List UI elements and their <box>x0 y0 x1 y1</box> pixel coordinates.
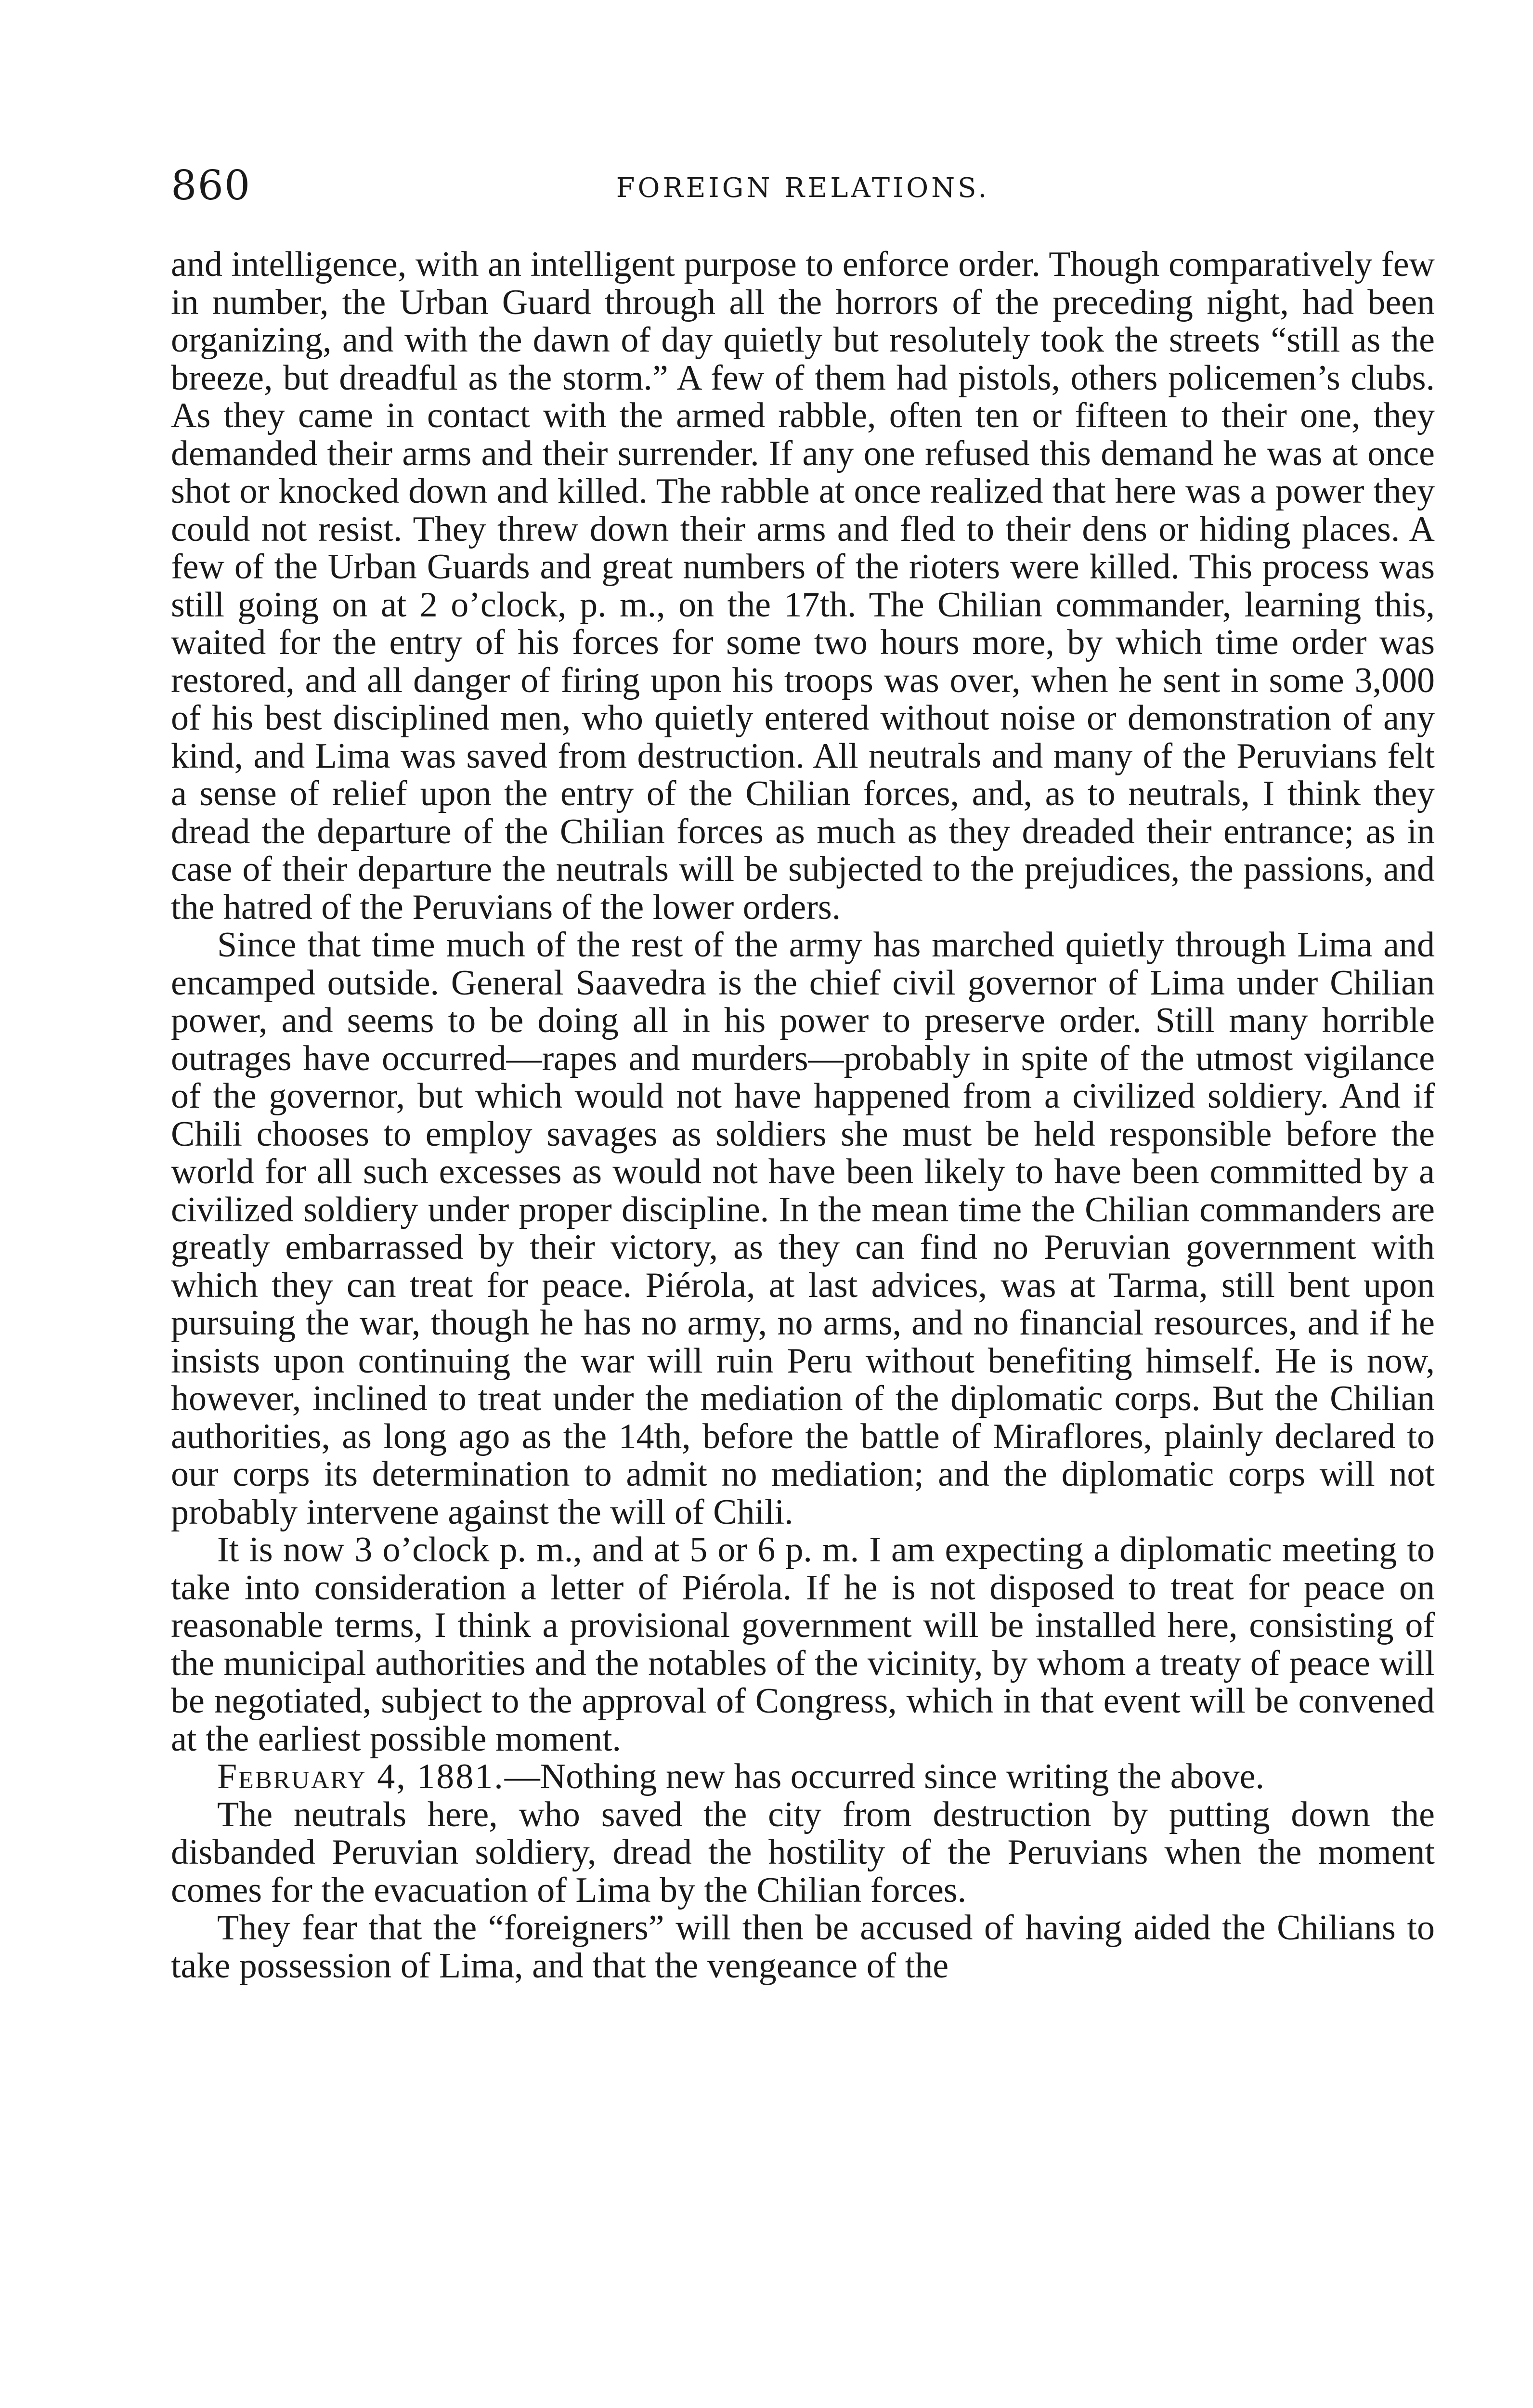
page-number: 860 <box>171 162 251 209</box>
paragraph-foreigners: They fear that the “foreigners” will then be accused of having aided the Chilians to take possession of Lima, and that the vengeance of the <box>171 1908 1435 1986</box>
paragraph-diplomatic-meeting: It is now 3 o’clock p. m., and at 5 or 6 p. m. I am expecting a diplomatic meeting to take into consideration a letter of Piérola. If he is not disposed to treat for peace on reasonable terms, I think a provisional government will be installed here, consisting of the municipal authorities and the notables of the vicinity, by whom a treaty of peace will be negotiated, subject to the approval of Congress, which in that event will be convened at the earliest possible moment. <box>171 1530 1435 1759</box>
paragraph-february-4 <box>171 1758 1435 1796</box>
paragraph-continued: and intelligence, with an intelligent purpose to enforce order. Though comparatively few in number, the Urban Guard through all the horrors of the preceding night, had been organizing, and with the dawn of day quietly but resolutely took the streets “still as the breeze, but dreadful as the storm.” A few of them had pistols, others policemen’s clubs. As they came in contact with the armed rabble, often ten or fifteen to their one, they demanded their arms and their surrender. If any one refused this demand he was at once shot or knocked down and killed. The rabble at once realized that here was a power they could not resist. They threw down their arms and fled to their dens or hiding places. A few of the Urban Guards and great numbers of the rioters were killed. This process was still going on at 2 o’clock, p. m., on the 17th. The Chilian commander, learning this, waited for the entry of his forces for some two hours more, by which time order was restored, and all danger of firing upon his troops was over, when he sent in some 3,000 of his best disciplined men, who quietly entered without noise or demonstration of any kind, and Lima was saved from destruction. All neutrals and many of the Peruvians felt a sense of relief upon the entry of the Chilian forces, and, as to neutrals, I think they dread the departure of the Chilian forces as much as they dreaded their entrance; as in case of their departure the neutrals will be subjected to the prejudices, the passions, and the hatred of the Peruvians of the lower orders. <box>171 245 1435 927</box>
paragraph-neutrals: The neutrals here, who saved the city from destruction by putting down the disbanded Peruvian soldiery, dread the hostility of the Peruvians when the moment comes for the evacuation of Lima by the Chilian forces. <box>171 1794 1435 1910</box>
paragraph-saavedra: Since that time much of the rest of the army has marched quietly through Lima and encamped outside. General Saavedra is the chief civil governor of Lima under Chilian power, and seems to be doing all in his power to preserve order. Still many horrible outrages have occurred—rapes and murders—probably in spite of the utmost vigilance of the governor, but which would not have happened from a civilized soldiery. And if Chili chooses to employ savages as soldiers she must be held responsible before the world for all such excesses as would not have been likely to have been committed by a civilized soldiery under proper discipline. In the mean time the Chilian commanders are greatly embarrassed by their victory, as they can find no Peruvian government with which they can treat for peace. Piérola, at last advices, was at Tarma, still bent upon pursuing the war, though he has no army, no arms, and no financial resources, and if he insists upon continuing the war will ruin Peru without benefiting himself. He is now, however, inclined to treat under the mediation of the diplomatic corps. But the Chilian authorities, as long ago as the 14th, before the battle of Miraflores, plainly declared to our corps its determination to admit no mediation; and the diplomatic corps will not probably intervene against the will of Chili. <box>171 925 1435 1532</box>
body-text <box>171 246 1435 1985</box>
date-paragraph-text: —Nothing new has occurred since writing the above. <box>504 1757 1264 1796</box>
running-title: FOREIGN RELATIONS. <box>616 172 990 204</box>
date-heading: February 4, 1881. <box>217 1757 505 1796</box>
running-header <box>171 159 1435 212</box>
